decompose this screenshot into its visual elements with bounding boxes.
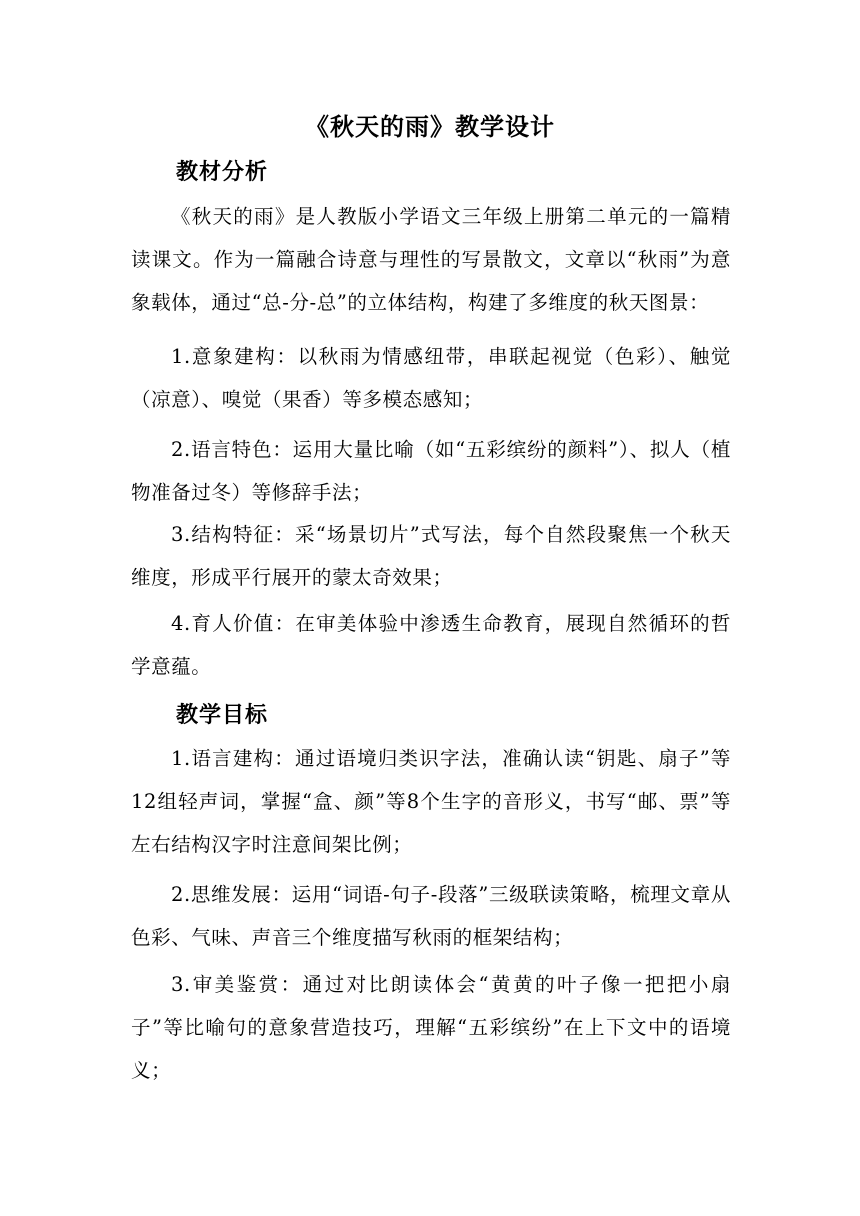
paragraph-analysis-item-4: 4.育人价值：在审美体验中渗透生命教育，展现自然循环的哲学意蕴。 xyxy=(131,612,731,678)
section-heading-textbook-analysis: 教材分析 xyxy=(176,159,269,185)
paragraph-analysis-item-1: 1.意象建构：以秋雨为情感纽带，串联起视觉（色彩）、触觉（凉意）、嗅觉（果香）等多模态感知； xyxy=(131,345,731,411)
paragraph-objective-3: 3.审美鉴赏：通过对比朗读体会“黄黄的叶子像一把把小扇子”等比喻句的意象营造技巧，理解“五彩缤纷”在上下文中的语境义； xyxy=(131,973,731,1082)
paragraph-analysis-intro: 《秋天的雨》是人教版小学语文三年级上册第二单元的一篇精读课文。作为一篇融合诗意与理性的写景散文，文章以“秋雨”为意象载体，通过“总-分-总”的立体结构，构建了多维度的秋天图景： xyxy=(131,205,731,314)
paragraph-analysis-item-3: 3.结构特征：采“场景切片”式写法，每个自然段聚焦一个秋天维度，形成平行展开的蒙太奇效果； xyxy=(131,523,731,589)
section-heading-teaching-objectives: 教学目标 xyxy=(176,702,269,728)
paragraph-objective-2: 2.思维发展：运用“词语-句子-段落”三级联读策略，梳理文章从色彩、气味、声音三个维度描写秋雨的框架结构； xyxy=(131,883,731,949)
document-title: 《秋天的雨》教学设计 xyxy=(305,112,555,141)
paragraph-objective-1: 1.语言建构：通过语境归类识字法，准确认读“钥匙、扇子”等12组轻声词，掌握“盒、颜”等8个生字的音形义，书写“邮、票”等左右结构汉字时注意间架比例； xyxy=(131,747,731,856)
paragraph-analysis-item-2: 2.语言特色：运用大量比喻（如“五彩缤纷的颜料”）、拟人（植物准备过冬）等修辞手法； xyxy=(131,438,731,504)
